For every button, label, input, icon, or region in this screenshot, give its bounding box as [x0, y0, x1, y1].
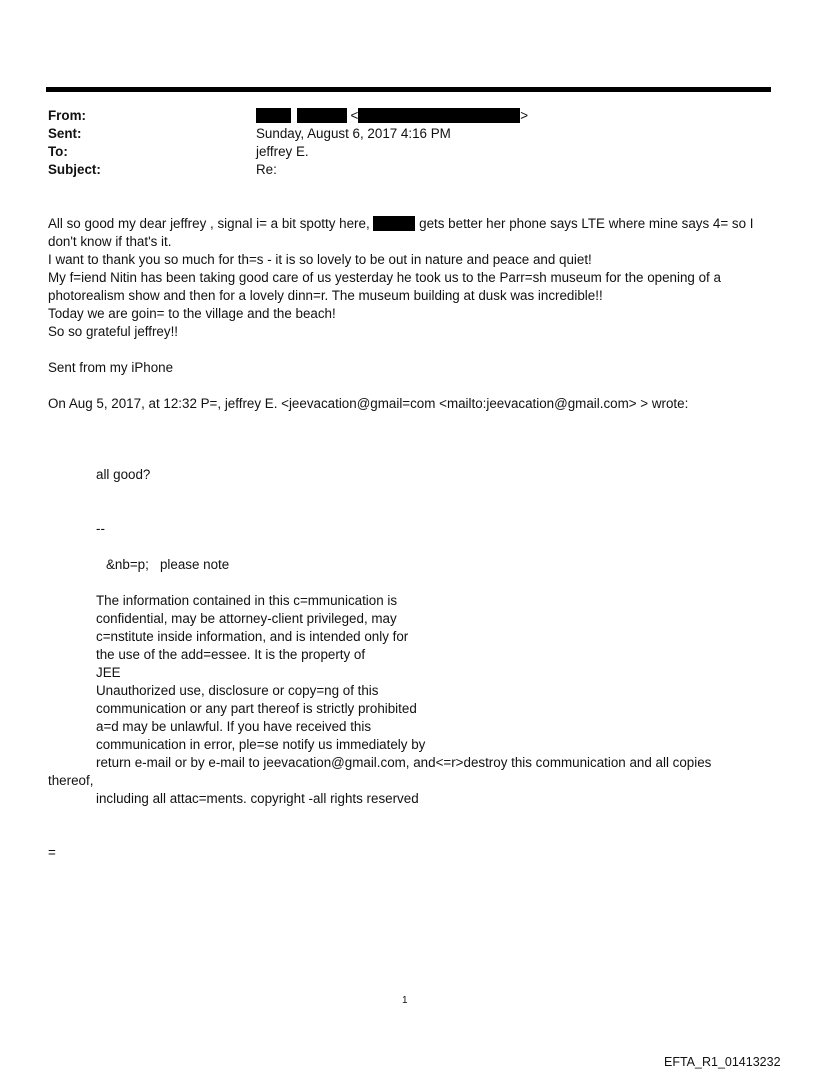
disclaimer-line: communication or any part thereof is strictly prohibited: [96, 701, 417, 716]
redaction-bar: [297, 108, 347, 123]
redaction-bar: [358, 108, 520, 123]
subject-label: Subject:: [48, 162, 101, 177]
quoted-greeting: all good?: [96, 467, 151, 482]
document-id: EFTA_R1_01413232: [664, 1055, 781, 1069]
disclaimer-line: The information contained in this c=mmunication is: [96, 593, 398, 608]
from-angle-close: >: [520, 108, 529, 123]
disclaimer-line: a=d may be unlawful. If you have received this: [96, 719, 372, 734]
subject-value: Re:: [256, 162, 277, 177]
body-text: gets better her phone says LTE where mine says 4= so I: [419, 216, 754, 231]
body-line: don't know if that's it.: [48, 234, 172, 249]
quote-header: On Aug 5, 2017, at 12:32 P=, jeffrey E. <jeevacation@gmail=com <mailto:jeevacation@gmail.com> > wrote:: [48, 396, 689, 411]
body-line: Today we are goin= to the village and the beach!: [48, 306, 336, 321]
to-label: To:: [48, 144, 68, 159]
sent-label: Sent:: [48, 126, 82, 141]
disclaimer-line: c=nstitute inside information, and is intended only for: [96, 629, 409, 644]
disclaimer-wrap: thereof,: [48, 773, 94, 788]
disclaimer-line: Unauthorized use, disclosure or copy=ng of this: [96, 683, 379, 698]
page-number: 1: [402, 995, 408, 1006]
body-line: photorealism show and then for a lovely dinn=r. The museum building at dusk was incredible!!: [48, 288, 603, 303]
disclaimer-last: including all attac=ments. copyright -all rights reserved: [96, 791, 419, 806]
trailer-char: =: [48, 845, 56, 860]
signature: Sent from my iPhone: [48, 360, 174, 375]
redaction-bar: [373, 216, 415, 231]
from-angle-open: <: [350, 108, 359, 123]
body-line: My f=iend Nitin has been taking good care of us yesterday he took us to the Parr=sh museum for the opening of a: [48, 270, 721, 285]
body-line: So so grateful jeffrey!!: [48, 324, 179, 339]
quoted-note: &nb=p; please note: [106, 557, 230, 572]
quoted-separator: --: [96, 521, 105, 536]
body-line: I want to thank you so much for th=s - it is so lovely to be out in nature and peace and quiet!: [48, 252, 592, 267]
redaction-bar: [256, 108, 291, 123]
body-line: [48, 215, 753, 233]
from-value: [256, 107, 528, 125]
disclaimer-line: JEE: [96, 665, 121, 680]
disclaimer-line: the use of the add=essee. It is the property of: [96, 647, 366, 662]
from-label: From:: [48, 108, 86, 123]
disclaimer-line: communication in error, ple=se notify us immediately by: [96, 737, 426, 752]
disclaimer-line: confidential, may be attorney-client privileged, may: [96, 611, 397, 626]
to-value: jeffrey E.: [256, 144, 309, 159]
sent-value: Sunday, August 6, 2017 4:16 PM: [256, 126, 451, 141]
body-text: All so good my dear jeffrey , signal i= a bit spotty here,: [48, 216, 370, 231]
disclaimer-line: return e-mail or by e-mail to jeevacation@gmail.com, and<=r>destroy this communication and all copies: [96, 755, 712, 770]
top-rule: [46, 87, 771, 92]
